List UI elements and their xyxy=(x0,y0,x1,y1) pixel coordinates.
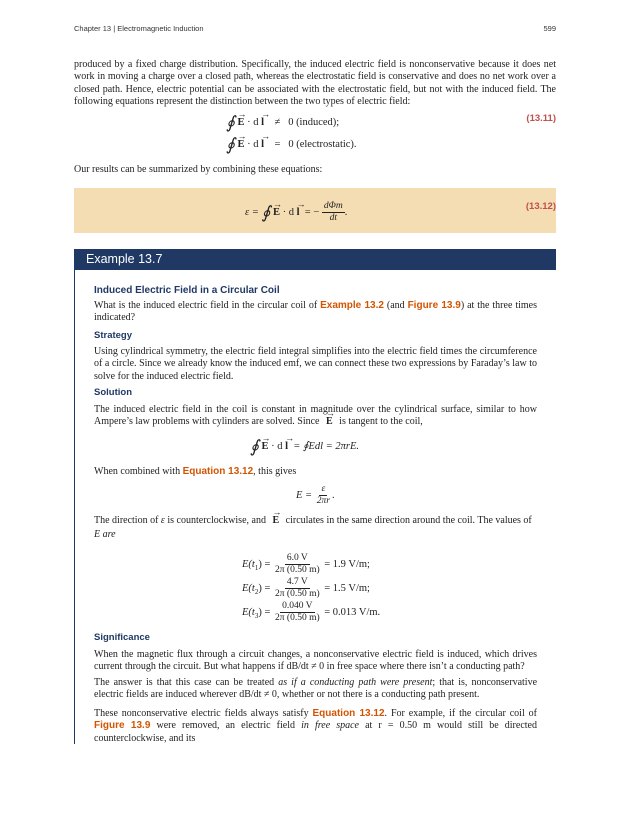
intro-paragraph: produced by a fixed charge distribution. Specifically, the induced electric field is nonconservative because it does net work in moving a charge over a closed path, whereas the electrostatic field is conservative and does no net work over a closed path. Hence, electric potential can be associated with the electrostatic field, but not with the induced field. The following equations represent the distinction between the two types of electric field: xyxy=(74,59,556,108)
significance-heading: Significance xyxy=(94,632,150,643)
page-number: 599 xyxy=(543,24,556,33)
direction-paragraph: The direction of ε is counterclockwise, and → E circulates in the same direction around the coil. The values of E are xyxy=(94,514,537,542)
emf-fraction: $\frac{\varepsilon}{2\pi r}$ xyxy=(316,484,330,506)
significance-paragraph-2: The answer is that this case can be treated as if a conducting path were present; that is, nonconservative electric fields are induced wherever dB/dt ≠ 0, whether or not there is a conducting path present. xyxy=(94,677,538,701)
equation-13-12-link[interactable]: Equation 13.12 xyxy=(182,466,254,477)
value-row-t3: $E(t_3)$ = $\frac{0.040 V}{2\pi (0.50 m)}$ = 0.013 V/m. xyxy=(242,601,381,623)
equation-number-13-11: (13.11) xyxy=(526,113,556,124)
equation-13-12-link-2[interactable]: Equation 13.12 xyxy=(312,708,385,719)
equation-integral-circumference: ∮ → E · d → l = ∮Edl = 2πrE. xyxy=(250,440,359,454)
solution-paragraph: The induced electric field in the coil is constant in magnitude over the cylindrical surface, similar to how Ampere’s law problems with cylinders are solved. Since → E is tangent to the coil, xyxy=(94,404,537,429)
strategy-paragraph: Using cylindrical symmetry, the electric field integral simplifies into the electric field times the circumference of a circle. Since we already know the induced emf, we can connect these two expressions by Faraday’s law to solve for the induced electric field. xyxy=(94,346,537,382)
figure-13-9-link[interactable]: Figure 13.9 xyxy=(407,300,461,311)
significance-paragraph-3: These nonconservative electric fields always satisfy Equation 13.12. For example, if the circular coil of Figure 13.9 were removed, an electric field in free space at r = 0.50 m would still be directed counterclockwise, and its xyxy=(94,708,538,744)
solution-heading: Solution xyxy=(94,387,132,398)
figure-13-9-link-2[interactable]: Figure 13.9 xyxy=(94,720,151,732)
equation-number-13-12: (13.12) xyxy=(525,201,556,212)
significance-paragraph-1: When the magnetic flux through a circuit changes, a nonconservative electric field is induced, which drives current through the circuit. But what happens if dB/dt ≠ 0 in free space where there isn’t a conducting path? xyxy=(94,649,537,673)
example-left-rule xyxy=(74,270,75,744)
equation-13-11-line1: ∮ → E · d → l ≠ 0 (induced); xyxy=(226,116,339,130)
example-title: Induced Electric Field in a Circular Coil xyxy=(94,285,280,296)
example-header: Example 13.7 xyxy=(74,249,556,270)
value-row-t2: $E(t_2)$ = $\frac{4.7 V}{2\pi (0.50 m)}$ = 1.5 V/m; xyxy=(242,577,370,599)
running-header-chapter: Chapter 13 | Electromagnetic Induction xyxy=(74,24,204,33)
flux-fraction: $\frac{\text{dΦm}}{dt}$ xyxy=(323,201,343,223)
equation-13-11-line2: ∮ → E · d → l = 0 (electrostatic). xyxy=(226,138,357,152)
value-row-t1: $E(t_1)$ = $\frac{6.0 V}{2\pi (0.50 m)}$ = 1.9 V/m; xyxy=(242,553,370,575)
equation-13-12: ε = ∮ → E · d → l = − $\frac{\text{dΦm}}{dt}$ . xyxy=(245,201,347,224)
strategy-heading: Strategy xyxy=(94,330,133,341)
equation-E-field: E = $\frac{\varepsilon}{2\pi r}$ . xyxy=(296,484,335,506)
combined-paragraph: When combined with Equation 13.12, this gives xyxy=(94,466,297,477)
example-question: What is the induced electric field in the circular coil of Example 13.2 (and Figure 13.9) at the three times indicated? xyxy=(94,300,537,324)
summary-paragraph: Our results can be summarized by combining these equations: xyxy=(74,164,323,175)
example-13-2-link[interactable]: Example 13.2 xyxy=(320,300,384,311)
